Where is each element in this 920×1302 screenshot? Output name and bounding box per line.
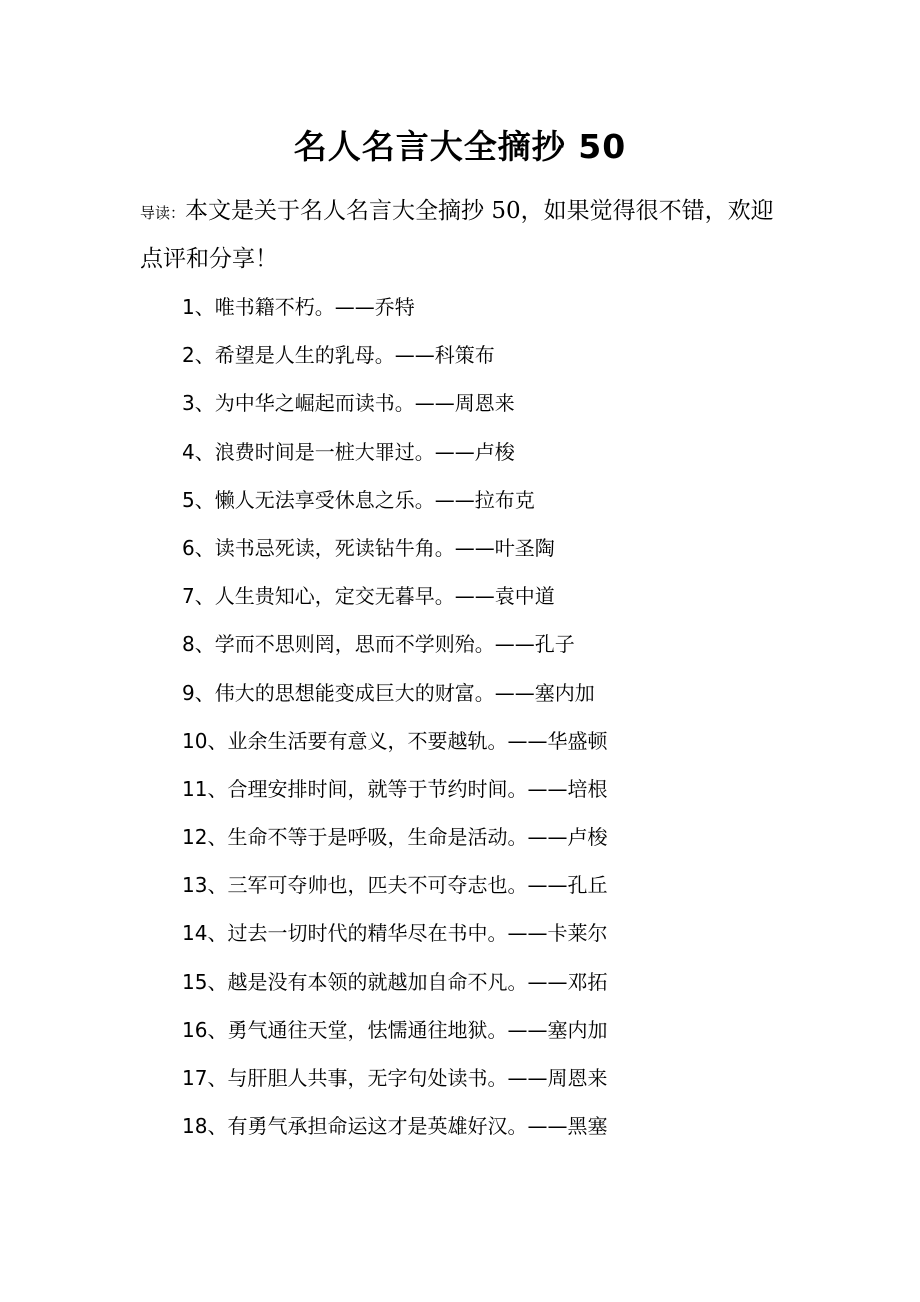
intro-paragraph: [140, 188, 790, 282]
quote-item: 1、唯书籍不朽。——乔特: [182, 295, 415, 319]
quote-item: 5、懒人无法享受休息之乐。——拉布克: [182, 487, 535, 512]
quote-item: 3、为中华之崛起而读书。——周恩来: [182, 391, 515, 416]
quote-item: 8、学而不思则罔，思而不学则殆。——孔子: [182, 632, 575, 657]
intro-label: 导读：: [140, 204, 186, 222]
document-title: 名人名言大全摘抄 50: [293, 127, 627, 166]
quote-item: 4、浪费时间是一桩大罪过。——卢梭: [182, 439, 515, 464]
quote-item: 10、业余生活要有意义，不要越轨。——华盛顿: [182, 728, 608, 753]
quote-item: 9、伟大的思想能变成巨大的财富。——塞内加: [182, 680, 595, 705]
quote-item: 13、三军可夺帅也，匹夫不可夺志也。——孔丘: [182, 873, 608, 898]
quote-item: 14、过去一切时代的精华尽在书中。——卡莱尔: [182, 921, 608, 946]
quote-item: 16、勇气通往天堂，怯懦通往地狱。——塞内加: [182, 1017, 608, 1042]
quote-item: 17、与肝胆人共事，无字句处读书。——周恩来: [182, 1066, 608, 1090]
quote-item: 11、合理安排时间，就等于节约时间。——培根: [182, 776, 608, 801]
quote-item: 2、希望是人生的乳母。——科策布: [182, 343, 495, 368]
intro-text: 本文是关于名人名言大全摘抄 50，如果觉得很不错，欢迎点评和分享！: [140, 198, 774, 272]
quote-list: [182, 283, 607, 1150]
quote-item: 12、生命不等于是呼吸，生命是活动。——卢梭: [182, 825, 608, 850]
quote-item: 15、越是没有本领的就越加自命不凡。——邓拓: [182, 969, 608, 994]
quote-item: 18、有勇气承担命运这才是英雄好汉。——黑塞: [182, 1114, 608, 1139]
quote-item: 7、人生贵知心，定交无暮早。——袁中道: [182, 584, 555, 609]
quote-item: 6、读书忌死读，死读钻牛角。——叶圣陶: [182, 535, 555, 560]
